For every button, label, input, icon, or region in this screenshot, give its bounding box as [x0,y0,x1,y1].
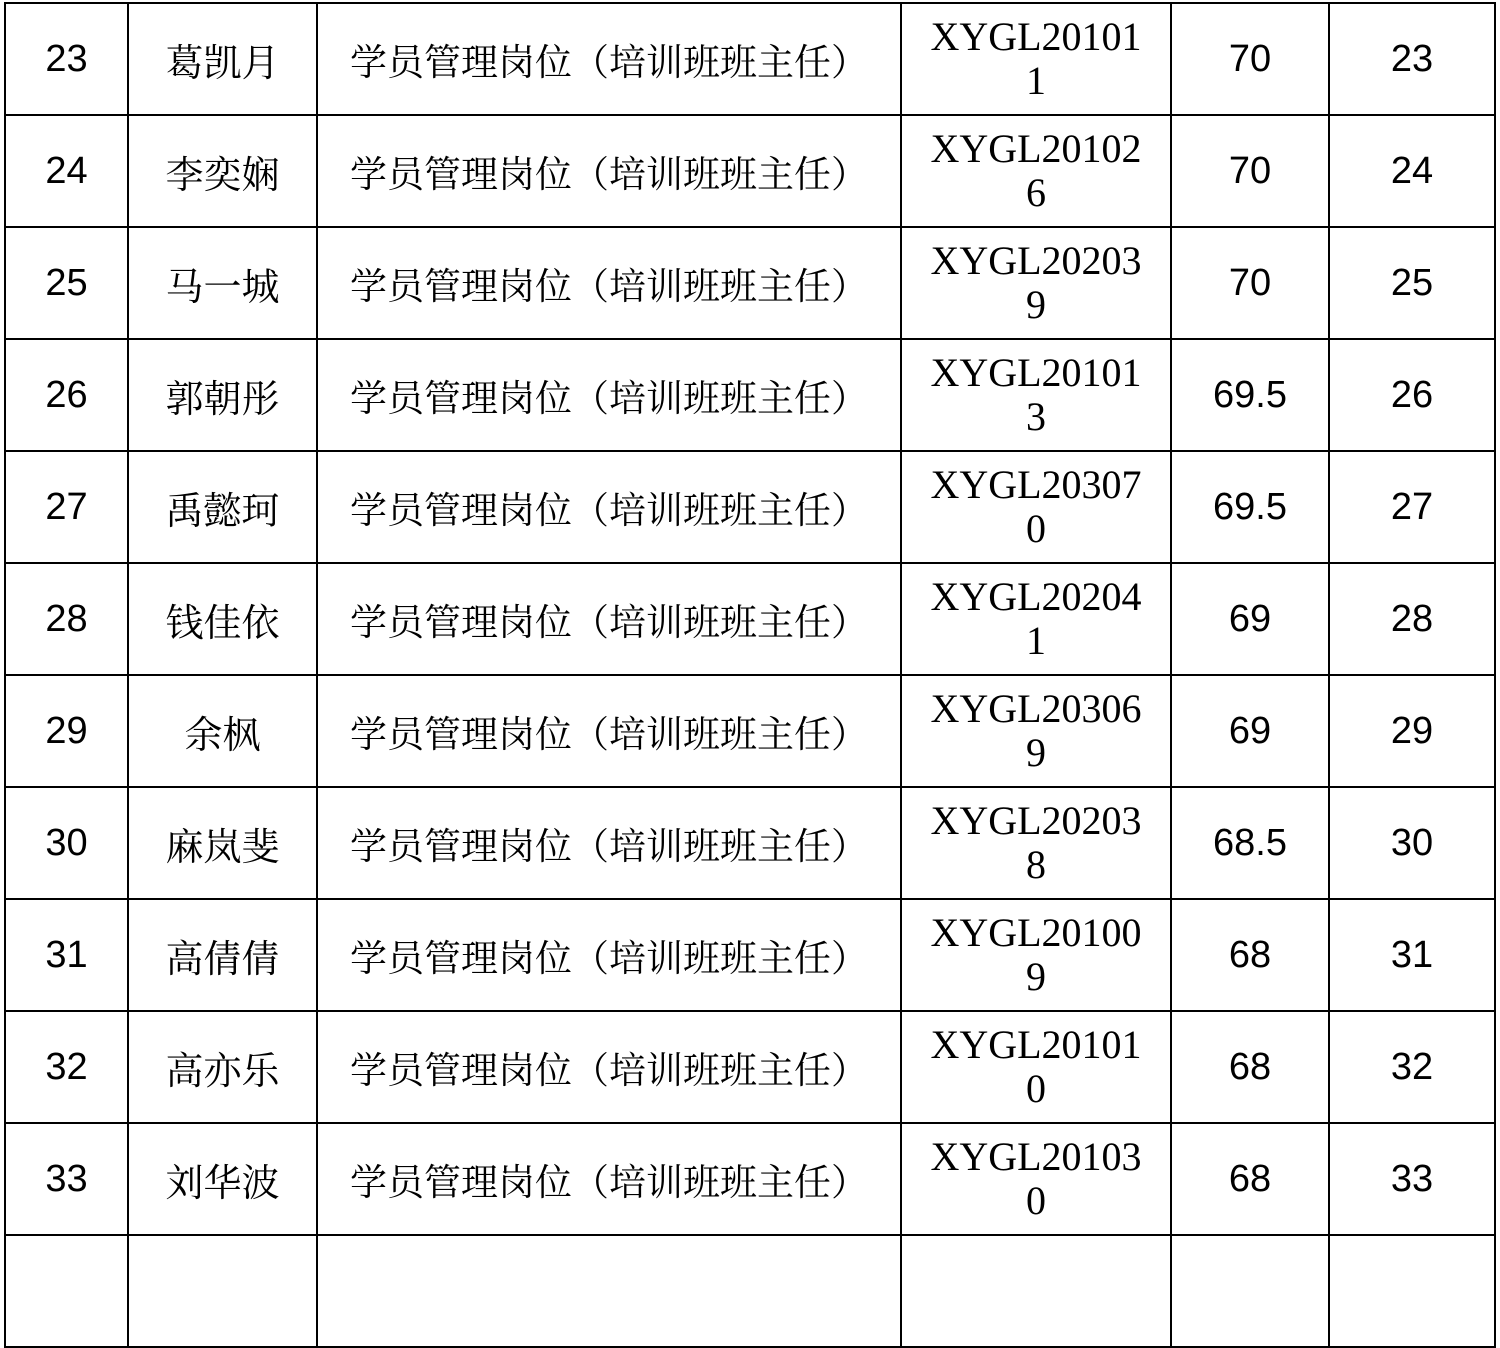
cell-candidate-name: 余枫 [128,675,317,787]
cell-score: 69 [1171,675,1329,787]
exam-id-line-1: XYGL20203 [930,238,1142,283]
table-row [5,1123,1495,1235]
exam-id-line-1: XYGL20307 [930,462,1142,507]
cell-position: 学员管理岗位（培训班班主任） [317,3,901,115]
table-row [5,899,1495,1011]
cell-position: 学员管理岗位（培训班班主任） [317,787,901,899]
table-row [5,227,1495,339]
exam-id-line-2: 9 [1026,282,1046,327]
cell-exam-id [901,675,1171,787]
table-row [5,3,1495,115]
exam-id-line-2: 0 [1026,506,1046,551]
cell-rank: 26 [1329,339,1495,451]
cell-serial-number: 25 [5,227,128,339]
cell-exam-id [901,227,1171,339]
cell-position: 学员管理岗位（培训班班主任） [317,675,901,787]
cell-candidate-name: 高倩倩 [128,899,317,1011]
cell-position: 学员管理岗位（培训班班主任） [317,339,901,451]
cell-score: 70 [1171,115,1329,227]
exam-id-line-2: 9 [1026,954,1046,999]
cell-position: 学员管理岗位（培训班班主任） [317,563,901,675]
cell-candidate-name: 高亦乐 [128,1011,317,1123]
exam-id-line-2: 1 [1026,58,1046,103]
exam-id-line-1: XYGL20103 [930,1134,1142,1179]
cell-rank: 30 [1329,787,1495,899]
results-table [4,2,1496,1348]
cell-score: 68 [1171,1011,1329,1123]
cell-rank: 25 [1329,227,1495,339]
cell-score: 70 [1171,3,1329,115]
empty-cell [5,1235,128,1347]
exam-id-line-1: XYGL20101 [930,1022,1142,1067]
exam-id-line-1: XYGL20203 [930,798,1142,843]
table-row [5,1011,1495,1123]
cell-candidate-name: 马一城 [128,227,317,339]
cell-serial-number: 27 [5,451,128,563]
cell-position: 学员管理岗位（培训班班主任） [317,115,901,227]
table-row [5,787,1495,899]
cell-candidate-name: 葛凯月 [128,3,317,115]
cell-serial-number: 28 [5,563,128,675]
exam-id-line-1: XYGL20102 [930,126,1142,171]
cell-score: 69.5 [1171,339,1329,451]
cell-position: 学员管理岗位（培训班班主任） [317,227,901,339]
exam-id-line-2: 3 [1026,394,1046,439]
cell-serial-number: 29 [5,675,128,787]
cell-exam-id [901,787,1171,899]
empty-cell [128,1235,317,1347]
table-row [5,451,1495,563]
exam-id-line-1: XYGL20100 [930,910,1142,955]
exam-id-line-2: 6 [1026,170,1046,215]
empty-cell [901,1235,1171,1347]
cell-candidate-name: 李奕娴 [128,115,317,227]
cell-exam-id [901,899,1171,1011]
cell-rank: 32 [1329,1011,1495,1123]
cell-candidate-name: 禹懿珂 [128,451,317,563]
cell-position: 学员管理岗位（培训班班主任） [317,1123,901,1235]
exam-id-line-1: XYGL20204 [930,574,1142,619]
cell-candidate-name: 郭朝彤 [128,339,317,451]
empty-cell [1329,1235,1495,1347]
cell-rank: 24 [1329,115,1495,227]
exam-id-line-2: 8 [1026,842,1046,887]
table-row [5,115,1495,227]
cell-serial-number: 31 [5,899,128,1011]
cell-serial-number: 26 [5,339,128,451]
cell-position: 学员管理岗位（培训班班主任） [317,899,901,1011]
cell-serial-number: 30 [5,787,128,899]
exam-id-line-2: 1 [1026,618,1046,663]
exam-id-line-2: 9 [1026,730,1046,775]
cell-serial-number: 32 [5,1011,128,1123]
cell-rank: 28 [1329,563,1495,675]
cell-exam-id [901,1011,1171,1123]
cell-exam-id [901,3,1171,115]
table-row [5,563,1495,675]
table-row [5,339,1495,451]
cell-position: 学员管理岗位（培训班班主任） [317,1011,901,1123]
exam-id-line-2: 0 [1026,1178,1046,1223]
exam-id-line-1: XYGL20101 [930,350,1142,395]
exam-id-line-2: 0 [1026,1066,1046,1111]
cell-rank: 29 [1329,675,1495,787]
cell-score: 68 [1171,1123,1329,1235]
table-row-partial [5,1235,1495,1347]
cell-exam-id [901,451,1171,563]
empty-cell [317,1235,901,1347]
cell-exam-id [901,115,1171,227]
cell-score: 69 [1171,563,1329,675]
cell-exam-id [901,1123,1171,1235]
exam-id-line-1: XYGL20306 [930,686,1142,731]
cell-serial-number: 33 [5,1123,128,1235]
exam-id-line-1: XYGL20101 [930,14,1142,59]
empty-cell [1171,1235,1329,1347]
cell-score: 70 [1171,227,1329,339]
cell-candidate-name: 刘华波 [128,1123,317,1235]
cell-rank: 23 [1329,3,1495,115]
cell-rank: 27 [1329,451,1495,563]
cell-position: 学员管理岗位（培训班班主任） [317,451,901,563]
cell-rank: 33 [1329,1123,1495,1235]
cell-candidate-name: 麻岚斐 [128,787,317,899]
cell-exam-id [901,563,1171,675]
results-table-body [5,3,1495,1347]
cell-candidate-name: 钱佳依 [128,563,317,675]
cell-exam-id [901,339,1171,451]
cell-serial-number: 24 [5,115,128,227]
cell-score: 68.5 [1171,787,1329,899]
cell-serial-number: 23 [5,3,128,115]
table-row [5,675,1495,787]
cell-score: 68 [1171,899,1329,1011]
cell-rank: 31 [1329,899,1495,1011]
cell-score: 69.5 [1171,451,1329,563]
